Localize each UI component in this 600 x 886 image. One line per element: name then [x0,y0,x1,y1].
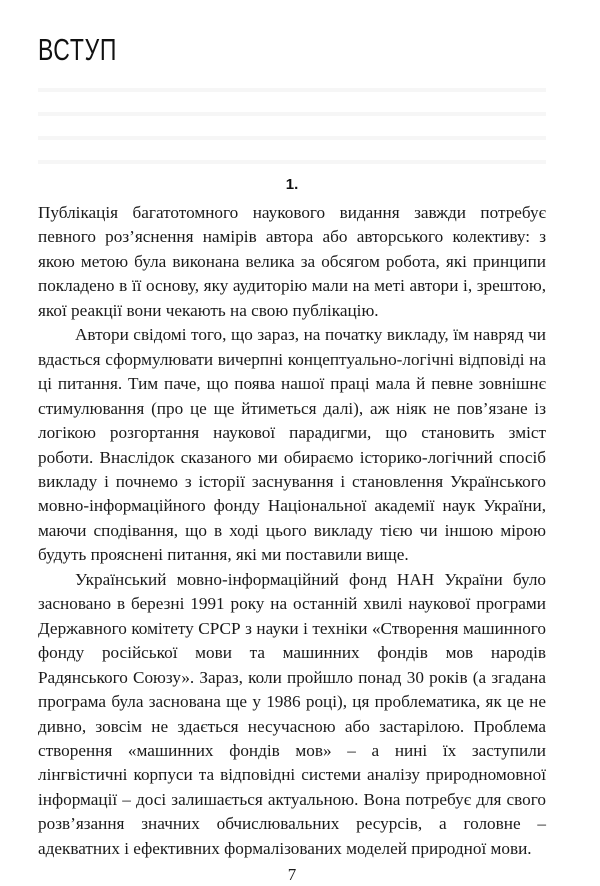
section-number: 1. [285,176,299,193]
body-text [38,201,546,886]
paragraph: Автори свідомі того, що зараз, на початку викладу, їм навряд чи вдасться сформулювати вичерпні концептуально-логічні відповіді на ці питання. Тим паче, що поява нашої праці мала й певне зовнішнє стимулювання (про це ще йтиметься далі), аж ніяк не пов’язане із логікою розгортання наукової парадигми, що становить зміст роботи. Внаслідок сказаного ми обираємо історико-логічний спосіб викладу і почнемо з історії заснування і становлення Українського мовно-інформаційного фонду Національної академії наук України, маючи сподівання, що в ході цього викладу тією чи іншою мірою будуть прояснені питання, які ми поставили вище. [38,325,546,565]
page-number: 7 [287,865,297,885]
paragraph: Публікація багатотомного наукового видання завжди потребує певного роз’яснення намірів автора або авторського колективу: з якою метою була виконана велика за обсягом робота, які принципи покладено в її основу, яку аудиторію мали на меті автори і, зрештою, якої реакції вони чекають на свою публікацію. [38,203,546,320]
bleed-through-text [38,80,546,170]
chapter-title: ВСТУП [38,32,118,67]
paragraph: Український мовно-інформаційний фонд НАН України було засновано в березні 1991 року на останній хвилі наукової програми Державного комітету СРСР з науки і техніки «Створення машинного фонду російської мови та машинних фондів мов народів Радянського Союзу». Зараз, коли пройшло понад 30 років (а згадана програма була заснована ще у 1986 році), ця проблематика, як це не дивно, зовсім не здається несучасною або застарілою. Проблема створення «машинних фондів мов» – а нині їх заступили лінгвістичні корпуси та відповідні системи аналізу природномовної інформації – досі залишається актуальною. Вона потребує для свого розв’язання значних обчислювальних ресурсів, а головне – адекватних і ефективних формалізованих моделей природної мови. [38,569,546,858]
